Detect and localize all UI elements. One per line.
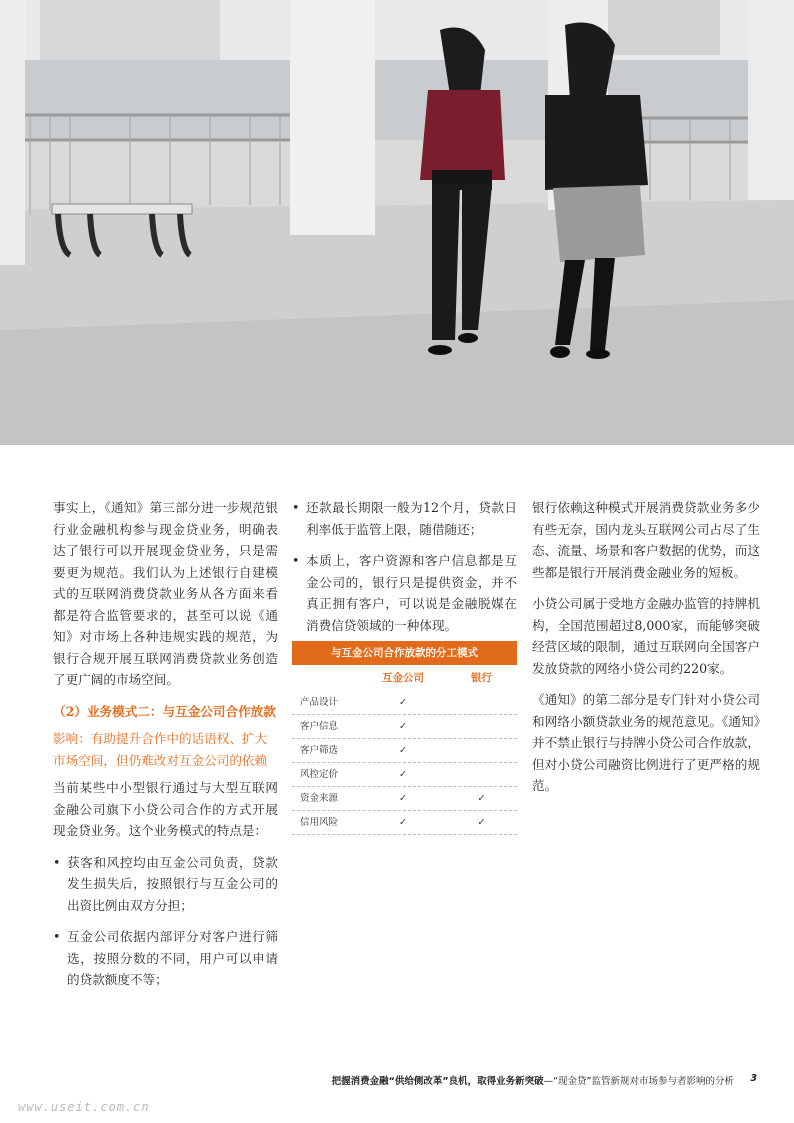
section-subheading: （2）业务模式二：与互金公司合作放款 bbox=[53, 703, 276, 719]
paragraph: 事实上，《通知》第三部分进一步规范银行业金融机构参与现金贷业务，明确表达了银行可以开展现金贷业务，只是需要更为规范。我们认为上述银行自建模式的互联网消费贷款业务从各方面来看都是符合监管要求的，甚至可以说《通知》对市场上各种违规实践的规范，为银行合规开展互联网消费贷款业务创造了更广阔的市场空间。 bbox=[53, 500, 278, 687]
check-cell: ✓ bbox=[399, 697, 407, 708]
page-number: 3 bbox=[750, 1073, 757, 1084]
header-cell bbox=[292, 665, 360, 691]
table-header bbox=[292, 665, 517, 691]
check-cell: ✓ bbox=[477, 793, 486, 804]
bullet-list bbox=[53, 852, 278, 991]
header-cell: 互金公司 bbox=[382, 672, 424, 684]
list-item: • 互金公司依据内部评分对客户进行筛选，按照分数的不同，用户可以申请的贷款额度不等； bbox=[53, 926, 278, 991]
check-cell bbox=[446, 691, 517, 714]
check-cell bbox=[446, 715, 517, 738]
header-cell: 银行 bbox=[471, 672, 492, 684]
paragraph: 《通知》的第二部分是专门针对小贷公司和网络小额贷款业务的规范意见。《通知》并不禁止银行与持牌小贷公司合作放款，但对小贷公司融资比例进行了更严格的规范。 bbox=[532, 692, 760, 793]
table-title: 与互金公司合作放款的分工模式 bbox=[292, 641, 517, 665]
table-row bbox=[292, 715, 517, 739]
column-2 bbox=[292, 497, 517, 646]
table-row bbox=[292, 691, 517, 715]
paragraph: 当前某些中小型银行通过与大型互联网金融公司旗下小贷公司合作的方式开展现金贷业务。这个业务模式的特点是： bbox=[53, 780, 278, 838]
hero-photo bbox=[0, 0, 794, 445]
table-cell: 产品设计 bbox=[300, 697, 339, 708]
check-cell bbox=[446, 739, 517, 762]
table-cell: 资金来源 bbox=[300, 793, 339, 804]
table-cell: 客户信息 bbox=[300, 721, 339, 732]
check-cell: ✓ bbox=[477, 817, 486, 828]
list-item: • 还款最长期限一般为12个月，贷款日利率低于监管上限，随借随还； bbox=[292, 497, 517, 540]
footer-title bbox=[332, 1073, 734, 1087]
list-item: • 本质上，客户资源和客户信息都是互金公司的，银行只是提供资金，并不真正拥有客户，可以说是金融脱媒在消费信贷领域的一种体现。 bbox=[292, 550, 517, 636]
table-row bbox=[292, 787, 517, 811]
division-table bbox=[292, 641, 517, 835]
column-3 bbox=[532, 497, 760, 807]
table-cell: 信用风险 bbox=[300, 817, 339, 828]
check-cell bbox=[446, 763, 517, 786]
table-cell: 客户筛选 bbox=[300, 745, 339, 756]
check-cell: ✓ bbox=[399, 721, 407, 732]
footer-title-rest: —“现金贷”监管新规对市场参与者影响的分析 bbox=[543, 1076, 734, 1087]
table-row bbox=[292, 811, 517, 835]
check-cell: ✓ bbox=[399, 793, 407, 804]
footer-title-bold: 把握消费金融“供给侧改革”良机，取得业务新突破 bbox=[331, 1076, 544, 1087]
check-cell: ✓ bbox=[399, 817, 407, 828]
check-cell: ✓ bbox=[399, 769, 407, 780]
table-row bbox=[292, 739, 517, 763]
bullet-list bbox=[292, 497, 517, 636]
watermark: www.useit.com.cn bbox=[18, 1100, 150, 1114]
column-1 bbox=[53, 497, 278, 1001]
paragraph: 银行依赖这种模式开展消费贷款业务多少有些无奈，国内龙头互联网公司占尽了生态、流量、场景和客户数据的优势，而这些都是银行开展消费金融业务的短板。 bbox=[532, 500, 760, 580]
list-item: • 获客和风控均由互金公司负责，贷款发生损失后，按照银行与互金公司的出资比例由双方分担； bbox=[53, 852, 278, 917]
table-cell: 风控定价 bbox=[300, 769, 339, 780]
table-row bbox=[292, 763, 517, 787]
check-cell: ✓ bbox=[399, 745, 407, 756]
paragraph: 小贷公司属于受地方金融办监管的持牌机构，全国范围超过8,000家，而能够突破经营区域的限制，通过互联网向全国客户发放贷款的网络小贷公司约220家。 bbox=[532, 596, 760, 676]
impact-statement: 影响：有助提升合作中的话语权、扩大市场空间，但仍难改对互金公司的依赖 bbox=[53, 731, 268, 768]
